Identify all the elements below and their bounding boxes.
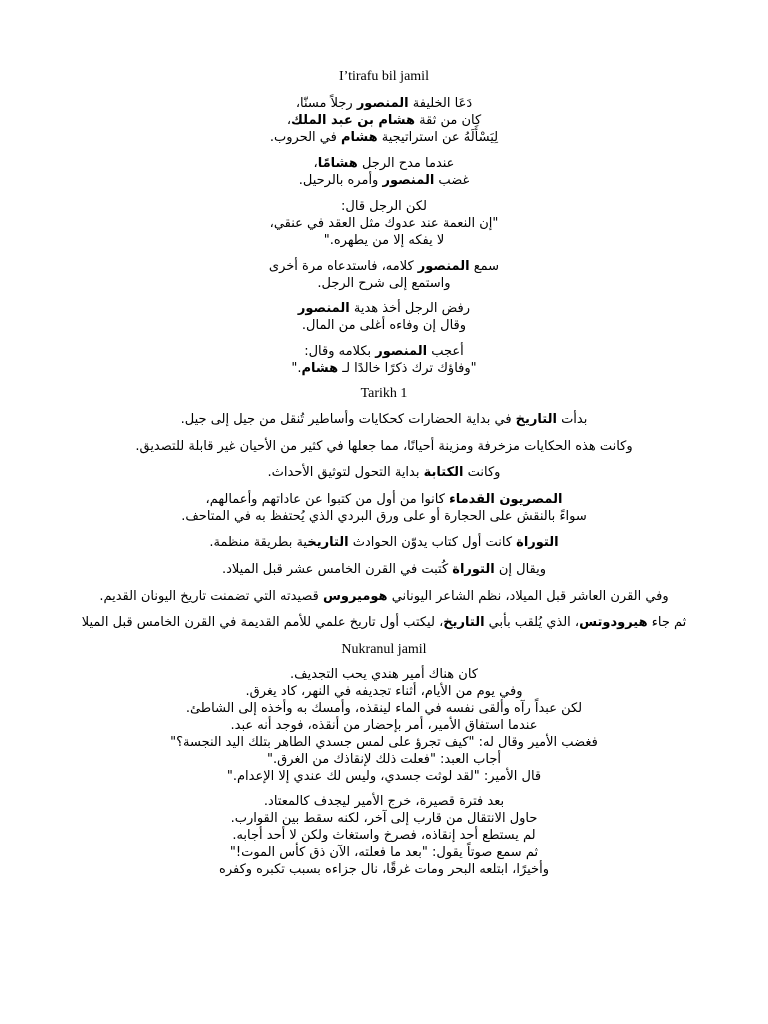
text-line: دَعَا الخليفة المنصور رجلاً مسنّا، <box>295 96 473 111</box>
text-line: سواءً بالنقش على الحجارة أو على ورق البردي الذي يُحتفظ به في المتاحف. <box>181 509 587 524</box>
text-line: أجاب العبد: "فعلت ذلك لإنقاذك من الغرق." <box>267 752 501 767</box>
text-line: رفض الرجل أخذ هدية المنصور <box>297 301 471 316</box>
text-line: كان هناك أمير هندي يحب التجديف. <box>290 667 478 682</box>
text-line: عندما مدح الرجل هشامًا، <box>313 156 455 171</box>
text-line: ثم جاء هيرودوتس، الذي يُلقب بأبي التاريخ، ليكتب أول تاريخ علمي للأمم القديمة في القرن الخامس قبل الميلا <box>81 615 687 630</box>
text-line: وقال إن وفاءه أغلى من المال. <box>301 318 467 333</box>
section-title-nukranul-jamil: Nukranul jamil <box>341 642 427 657</box>
text-line: لكن عبداً رآه وألقى نفسه في الماء لينقذه، وأمسك به وأخذه إلى الشاطئ. <box>185 701 583 716</box>
text-line: ويقال إن التوراة كُتبت في القرن الخامس عشر قبل الميلاد. <box>221 562 547 577</box>
text-line: فغضب الأمير وقال له: "كيف تجرؤ على لمس جسدي الطاهر بتلك اليد النجسة؟" <box>170 735 598 750</box>
section-title-itirafu-bil-jamil: I’tirafu bil jamil <box>339 69 429 84</box>
text-line: وكانت هذه الحكايات مزخرفة ومزينة أحيانًا، مما جعلها في كثير من الأحيان غير قابلة للتصديق. <box>135 439 633 454</box>
text-line: وأخيرًا، ابتلعه البحر ومات غرقًا، نال جزاءه بسبب تكبره وكفره <box>219 862 549 877</box>
text-line: بدأت التاريخ في بداية الحضارات كحكايات وأساطير تُنقل من جيل إلى جيل. <box>180 412 588 427</box>
text-line: وفي يوم من الأيام، أثناء تجديفه في النهر، كاد يغرق. <box>245 684 523 699</box>
text-line: ثم سمع صوتاً يقول: "بعد ما فعلته، الآن ذق كأس الموت!" <box>229 845 539 860</box>
text-line: بعد فترة قصيرة، خرج الأمير ليجدف كالمعتاد. <box>263 794 505 809</box>
text-line: التوراة كانت أول كتاب يدوّن الحوادث التاريخية بطريقة منظمة. <box>209 535 559 550</box>
text-line: عندما استفاق الأمير، أمر بإحضار من أنقذه، فوجد أنه عبد. <box>230 718 538 733</box>
text-line: وكانت الكتابة بداية التحول لتوثيق الأحداث. <box>267 465 501 480</box>
text-line: غضب المنصور وأمره بالرحيل. <box>298 173 470 188</box>
text-line: سمع المنصور كلامه، فاستدعاه مرة أخرى <box>268 259 500 274</box>
text-line: وفي القرن العاشر قبل الميلاد، نظم الشاعر اليوناني هوميروس قصيدته التي تضمنت تاريخ اليونان القديم. <box>99 589 669 604</box>
text-line: لِيَسْأَلَهُ عن استراتيجية هشام في الحروب. <box>269 130 499 145</box>
text-line: المصريون القدماء كانوا من أول من كتبوا عن عاداتهم وأعمالهم، <box>205 492 563 507</box>
text-line: قال الأمير: "لقد لوثت جسدي، وليس لك عندي إلا الإعدام." <box>226 769 542 784</box>
text-line: لكن الرجل قال: <box>341 199 427 214</box>
text-line: كان من ثقة هشام بن عبد الملك، <box>286 113 482 128</box>
section-title-tarikh-1: Tarikh 1 <box>360 386 408 401</box>
text-line: "إن النعمة عند عدوك مثل العقد في عنقي، <box>269 216 499 231</box>
text-line: واستمع إلى شرح الرجل. <box>317 276 451 291</box>
text-line: حاول الانتقال من قارب إلى آخر، لكنه سقط بين القوارب. <box>230 811 538 826</box>
text-line: لا يفكه إلا من يطهره." <box>323 233 445 248</box>
text-line: لم يستطع أحد إنقاذه، فصرخ واستغاث ولكن لا أحد أجابه. <box>232 828 536 843</box>
text-line: "وفاؤك ترك ذكرًا خالدًا لـ هشام." <box>291 361 477 376</box>
text-line: أعجب المنصور بكلامه وقال: <box>304 344 464 359</box>
